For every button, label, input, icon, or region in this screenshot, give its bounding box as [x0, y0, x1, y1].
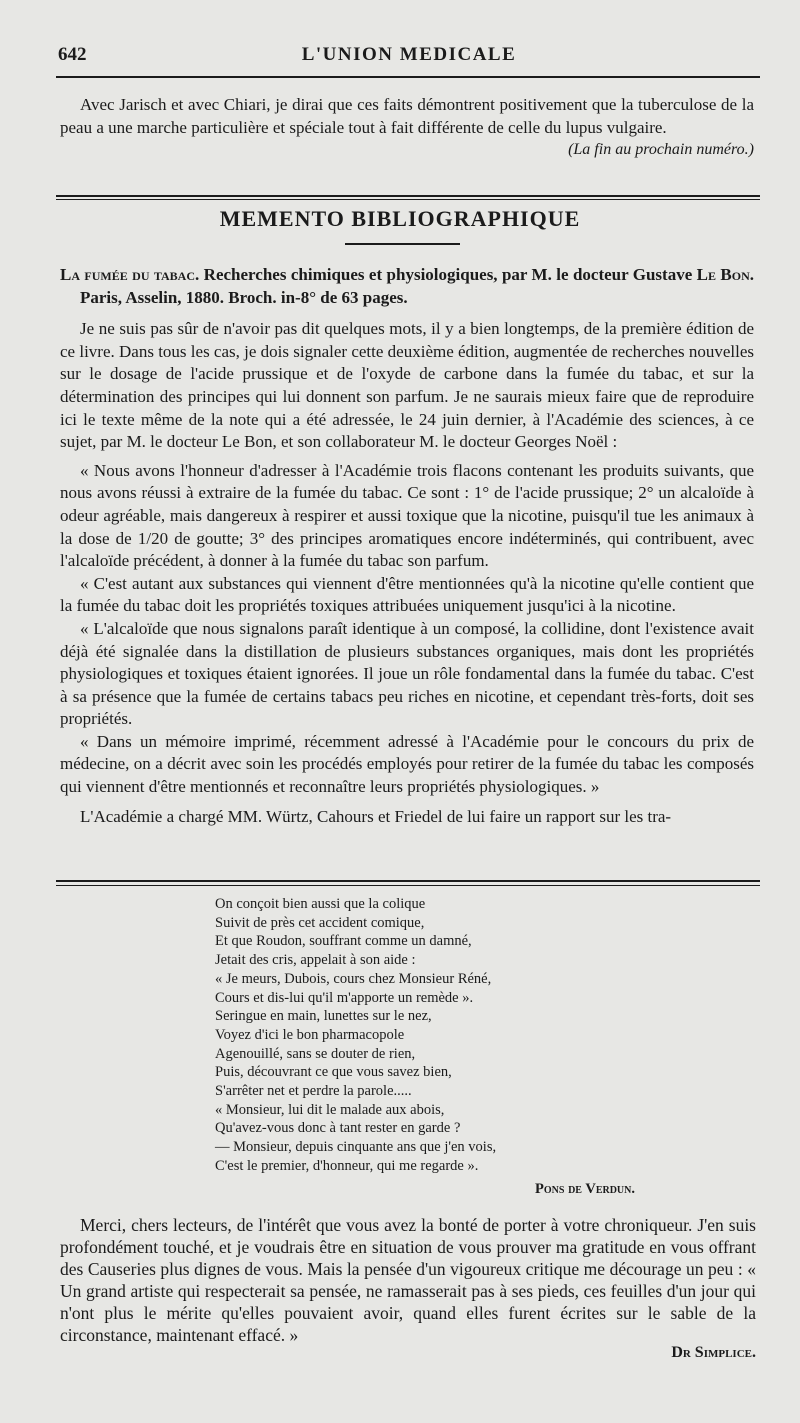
poem-line: « Je meurs, Dubois, cours chez Monsieur Réné, [215, 970, 492, 987]
body-paragraph: « C'est autant aux substances qui viennent d'être mentionnées qu'à la nicotine qu'elle contient que la fumée du tabac doit les propriétés toxiques attribuées uniquement jusqu'ici à la nicotine. [60, 573, 754, 616]
header-rule [56, 76, 760, 78]
reference-title: La fumée du tabac. [60, 265, 200, 284]
heading-underline [345, 243, 460, 245]
memento-heading: MEMENTO BIBLIOGRAPHIQUE [219, 206, 581, 231]
to-be-continued-note: (La fin au prochain numéro.) [568, 141, 754, 159]
section-rule-top [56, 195, 760, 197]
feuilleton-rule-top [56, 880, 760, 882]
intro-paragraph: Avec Jarisch et avec Chiari, je dirai que ces faits démontrent positivement que la tuberculose de la peau a une marche particulière et spéciale tout à fait différente de celle du lupus vulgaire. [60, 95, 754, 137]
running-title: L'UNION MEDICALE [301, 44, 517, 65]
poem [215, 895, 635, 1198]
body-paragraph: L'Académie a chargé MM. Würtz, Cahours et Friedel de lui faire un rapport sur les tra- [80, 806, 672, 826]
feuilleton-rule-bottom [56, 885, 760, 886]
poem-line: S'arrêter net et perdre la parole..... [215, 1083, 412, 1100]
poem-line: Agenouillé, sans se douter de rien, [215, 1045, 416, 1062]
section-rule-bottom [56, 199, 760, 200]
body-paragraph: « L'alcaloïde que nous signalons paraît identique à un composé, la collidine, dont l'existence avait déjà été signalée dans la distillation de plusieurs substances organiques, mais dont les propriétés physiologiques et toxiques étaient ignorées. Il joue un rôle fondamental dans la fumée du tabac. C'est à sa présence que la fumée de certains tabacs peu riches en nicotine, et cependant très-forts, doit ses propriétés. [60, 618, 754, 729]
page-header [58, 44, 760, 70]
poem-line: Seringue en main, lunettes sur le nez, [215, 1008, 432, 1025]
poem-line: Qu'avez-vous donc à tant rester en garde ? [215, 1120, 461, 1137]
poem-line: Puis, découvrant ce que vous savez bien, [215, 1064, 452, 1081]
closing-section [60, 1214, 756, 1346]
page-number: 642 [58, 44, 87, 65]
reference-author: Le Bon. [696, 265, 754, 284]
reference-text: Recherches chimiques et physiologiques, par M. le docteur Gustave [203, 265, 693, 284]
body-paragraph: « Nous avons l'honneur d'adresser à l'Académie trois flacons contenant les produits suivants, que nous avons réussi à extraire de la fumée du tabac. Ce sont : 1° de l'acide prussique; 2° un alcaloïde à odeur agréable, mais dangereux à respirer et aussi toxique que la nicotine, puisqu'il tue les animaux à la dose de 1/20 de goutte; 3° des principes aromatiques encore indéterminés, qui contribuent, avec l'alcaloïde précédent, à donner à la fumée du tabac son parfum. [60, 460, 754, 571]
poem-line: Jetait des cris, appelait à son aide : [215, 952, 416, 969]
poem-author: Pons de Verdun. [535, 1180, 635, 1197]
bibliographic-reference [60, 264, 754, 309]
body-paragraph: Je ne suis pas sûr de n'avoir pas dit quelques mots, il y a bien longtemps, de la première édition de ce livre. Dans tous les cas, je dois signaler cette deuxième édition, augmentée de recherches nouvelles sur le dosage de l'acide prussique et de l'oxyde de carbone dans la fumée du tabac, et sur la détermination des principes qui lui donnent son parfum. Je ne saurais mieux faire que de reproduire ici le texte même de la note qui a été adressée, le 24 juin dernier, à l'Académie des sciences, à ce sujet, par M. le docteur Le Bon, et son collaborateur M. le docteur Georges Noël : [60, 319, 754, 452]
signature: Dr Simplice. [671, 1344, 756, 1361]
poem-line: Cours et dis-lui qu'il m'apporte un remède ». [215, 989, 474, 1006]
body-paragraph: « Dans un mémoire imprimé, récemment adressé à l'Académie pour le concours du prix de médecine, on a décrit avec soin les procédés employés pour retirer de la fumée du tabac les composés qui viennent d'être mentionnés et reconnaître leurs propriétés physiologiques. » [60, 731, 754, 797]
poem-line: Et que Roudon, souffrant comme un damné, [215, 933, 472, 950]
poem-line: — Monsieur, depuis cinquante ans que j'en vois, [215, 1139, 497, 1156]
poem-line: On conçoit bien aussi que la colique [215, 896, 426, 912]
intro-section [60, 94, 754, 162]
poem-line: « Monsieur, lui dit le malade aux abois, [215, 1101, 445, 1118]
poem-line: Voyez d'ici le bon pharmacopole [215, 1026, 405, 1043]
poem-line: C'est le premier, d'honneur, qui me regarde ». [215, 1157, 479, 1174]
reference-publication: Paris, Asselin, 1880. Broch. in-8° de 63 pages. [80, 287, 408, 307]
poem-line: Suivit de près cet accident comique, [215, 914, 425, 931]
memento-body [60, 264, 754, 828]
closing-paragraph: Merci, chers lecteurs, de l'intérêt que vous avez la bonté de porter à votre chroniqueur. J'en suis profondément touché, et je voudrais être en situation de vous prouver ma gratitude en vous offrant des Causeries plus dignes de vous. Mais la pensée d'un vigoureux critique me décourage un peu : « Un grand artiste qui respecterait sa pensée, ne ramasserait pas à ses pieds, ces feuilles d'un jour qui n'ont plus le mérite qu'elles pouvaient avoir, quand elles furent écrites sur le sable de la circonstance, maintenant effacé. » [60, 1215, 756, 1345]
